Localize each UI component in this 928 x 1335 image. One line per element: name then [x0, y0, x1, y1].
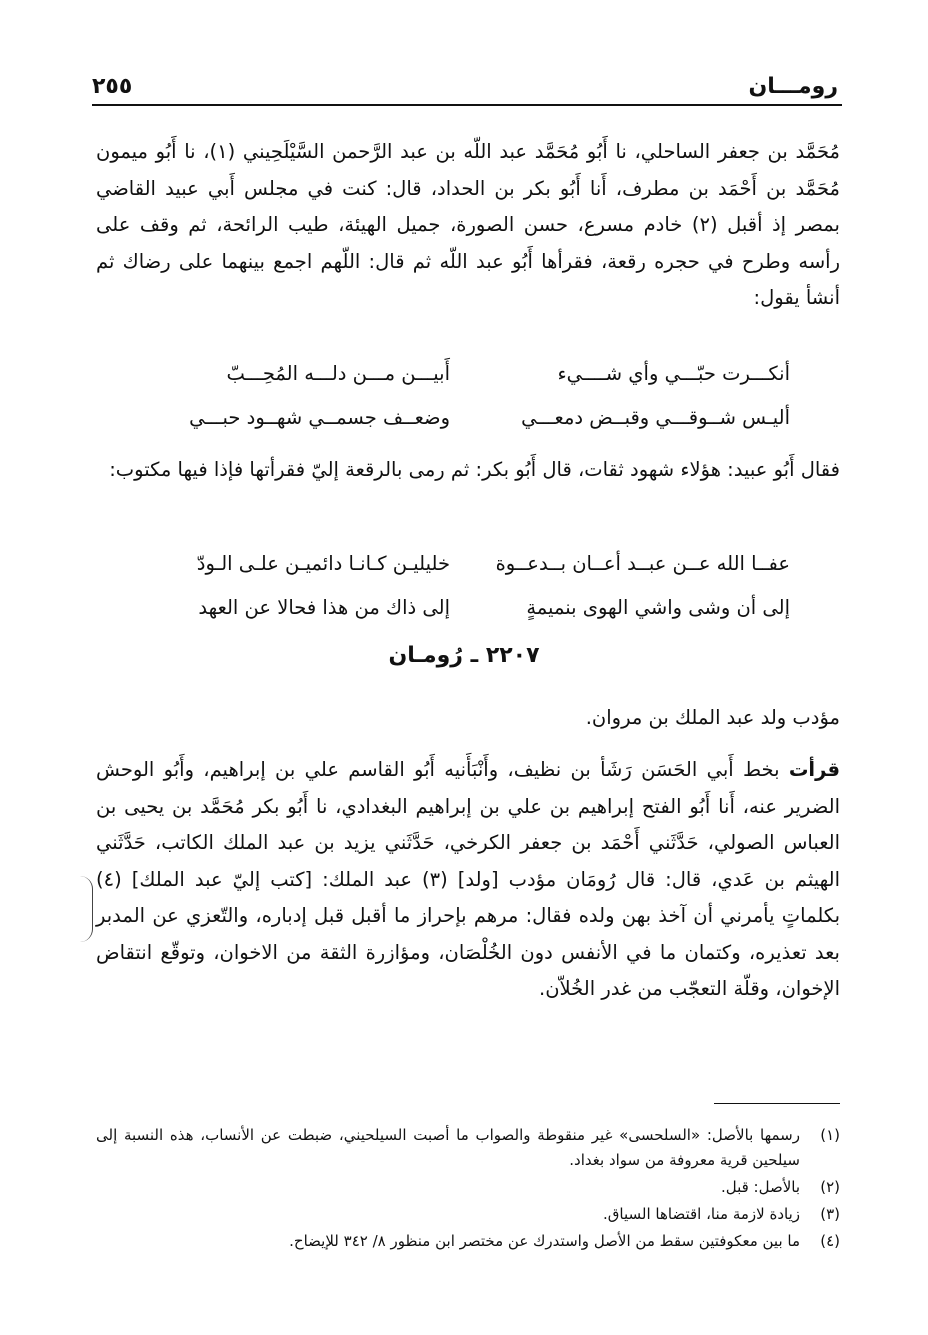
page-number: ٢٥٥ — [92, 74, 133, 99]
poem-line — [150, 406, 790, 450]
footnote — [96, 1202, 840, 1227]
poem-hemistich-left: إلى ذاك من هذا فحالا عن العهد — [198, 596, 450, 619]
poem-hemistich-left: خليليـن كـانـا دائميـن علـى الـودّ — [196, 552, 450, 575]
paragraph-4-text: بخط أَبي الحَسَن رَشَأ بن نظيف، وأَنْبَأَنيه أَبُو القاسم علي بن إبراهيم، وأَبُو الوحش الضرير عنه، أَنا أَبُو الفتح إبراهيم بن علي بن إبراهيم البغدادي، نا أَبُو بكر مُحَمَّد بن يحيى بن العباس الصولي، حَدَّثَني أَحْمَد بن جعفر الكرخي، حَدَّثَني يزيد بن عبد الملك الكاتب، حَدَّثَني الهيثم بن عَدي، قال: قال رُومَان مؤدب [ولد] (٣) عبد الملك: [كتب إليّ عبد الملك] (٤) بكلماتٍ يأمرني أن آخذ بهن ولده فقال: مرهم بإحراز ما أقبل قبل إدباره، والتّعزي عن المدبر بعد تعذيره، وكتمان ما في الأنفس دون الخُلْصَان، ومؤازرة الثقة من الاخوان، وتوقّع انتقاض الإخوان، وقلّة التعجّب من غدر الخُلاّن. — [96, 758, 840, 1000]
poem-hemistich-right: أليـس شــوقـــي وقبــض دمعـــي — [521, 406, 790, 429]
footnote-number: (٢) — [820, 1178, 840, 1196]
poem-line — [150, 362, 790, 406]
paragraph-3: مؤدب ولد عبد الملك بن مروان. — [585, 706, 840, 729]
poem-line — [150, 552, 790, 596]
paragraph-lead-word: قرأت — [788, 758, 840, 781]
poem-hemistich-left: أَبيـــن مـــن دلـــه المُحِـــبّ — [226, 362, 450, 385]
footnote — [96, 1123, 840, 1173]
footnote-text: ما بين معكوفتين سقط من الأصل واستدرك عن مختصر ابن منظور ٨/ ٣٤٢ للإيضاح. — [289, 1232, 800, 1250]
paragraph-1: مُحَمَّد بن جعفر الساحلي، نا أَبُو مُحَمَّد عبد اللّه بن عبد الرَّحمن السَّيْلَحِيني (١)، نا أَبُو ميمون مُحَمَّد بن أَحْمَد بن مطرف، أَنا أَبُو بكر بن الحداد، قال: كنت في مجلس أَبي عبيد القاضي بمصر إذ أقبل (٢) خادم مسرع، حسن الصورة، جميل الهيئة، طيب الرائحة، ثم وقف على رأسه وطرح في حجره رقعة، فقرأها أَبُو عبد اللّه ثم قال: اللّهم اجمع بينهما على رضاك ثم أنشأ يقول: — [96, 140, 841, 309]
footnote-rule — [714, 1103, 840, 1104]
footnote-text: رسمها بالأصل: «السلحسى» غير منقوطة والصواب ما أصبت السيلحيني، ضبطت عن الأنساب، هذه النسبة إلى سيلحين قرية معروفة من سواد بغداد. — [96, 1126, 800, 1169]
poem-hemistich-left: وضعــف جسمــي شهــود حبـــي — [189, 406, 450, 429]
footnote — [96, 1175, 840, 1200]
section-heading: ٢٢٠٧ ـ رُومـان — [388, 643, 540, 668]
footnote-number: (٤) — [820, 1232, 840, 1250]
poem-1 — [150, 362, 790, 450]
running-title: رومـــان — [748, 74, 838, 99]
footnote — [96, 1229, 840, 1254]
footnotes — [96, 1123, 840, 1256]
header-rule — [92, 104, 842, 106]
footnote-number: (١) — [820, 1126, 840, 1144]
margin-bracket-mark — [80, 876, 93, 942]
paragraph-2: فقال أَبُو عبيد: هؤلاء شهود ثقات، قال أَبُو بكر: ثم رمى بالرقعة إليّ فقرأتها فإذا فيها مكتوب: — [109, 458, 840, 481]
poem-hemistich-right: عفــا الله عــن عبــد أعــان بــدعــوة — [495, 552, 790, 575]
footnote-number: (٣) — [820, 1205, 840, 1223]
poem-line — [150, 596, 790, 640]
paragraph-4 — [96, 752, 840, 1008]
footnote-text: بالأصل: قبل. — [720, 1178, 800, 1196]
page-header — [92, 74, 838, 108]
poem-hemistich-right: إلى أن وشى واشي الهوى بنميمةٍ — [526, 596, 790, 619]
poem-hemistich-right: أنكـــرت حبّـــي وأي شــــيء — [557, 362, 790, 385]
footnote-text: زيادة لازمة منا، اقتضاها السياق. — [603, 1205, 800, 1223]
poem-2 — [150, 552, 790, 640]
